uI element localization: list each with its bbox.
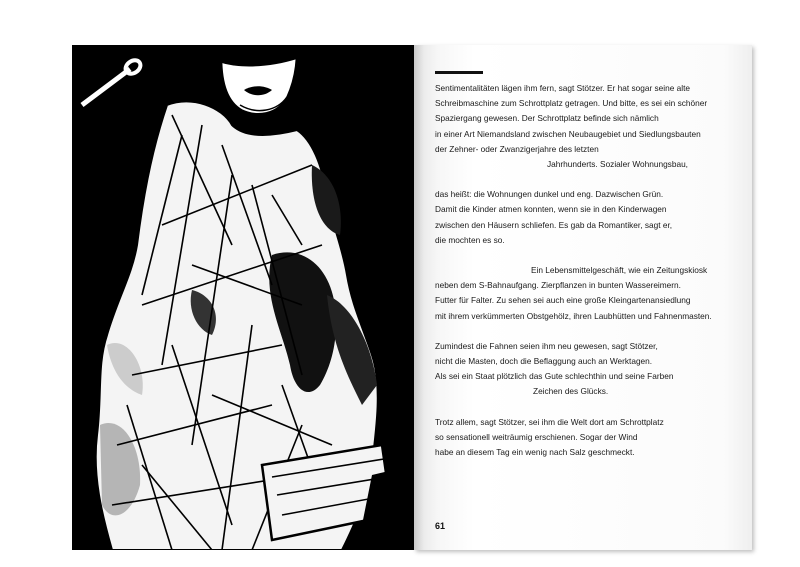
text-line: mit ihrem verkümmerten Obstgehölz, ihren Laubhütten und Fahnenmasten. <box>435 310 712 321</box>
text-line: zwischen den Häusern schliefen. Es gab da Romantiker, sagt er, <box>435 219 673 230</box>
text-line: so sensationell weiträumig erschienen. Sogar der Wind <box>435 431 638 442</box>
text-line: nicht die Masten, doch die Beflaggung auch an Werktagen. <box>435 356 653 367</box>
paragraph-5 <box>435 415 735 461</box>
text-line: Sentimentalitäten lägen ihm fern, sagt Stötzer. Er hat sogar seine alte <box>435 83 691 93</box>
text-line: die mochten es so. <box>435 234 505 245</box>
text-line: Spaziergang gewesen. Der Schrottplatz befinde sich nämlich <box>435 113 659 124</box>
text-line: Trotz allem, sagt Stötzer, sei ihm die Welt dort am Schrottplatz <box>435 416 664 427</box>
paragraph-2 <box>435 187 735 248</box>
right-page <box>414 45 752 550</box>
text-line: Zumindest die Fahnen seien ihm neu gewesen, sagt Stötzer, <box>435 340 658 351</box>
body-text <box>435 81 735 475</box>
paragraph-4 <box>435 339 735 400</box>
page-number: 61 <box>435 521 446 531</box>
left-page-illustration <box>72 45 414 550</box>
text-line: das heißt: die Wohnungen dunkel und eng. Dazwischen Grün. <box>435 189 664 200</box>
text-line: Schreibmaschine zum Schrottplatz getragen. Und bitte, es sei ein schöner <box>435 98 708 109</box>
text-line: Als sei ein Staat plötzlich das Gute schlechthin und seine Farben <box>435 371 674 382</box>
text-line: Zeichen des Glücks. <box>533 386 609 397</box>
open-book <box>72 45 752 550</box>
chapter-rule <box>435 71 483 74</box>
text-line: Ein Lebensmittelgeschäft, wie ein Zeitungskiosk <box>531 265 708 276</box>
text-line: der Zehner- oder Zwanzigerjahre des letzten <box>435 143 599 154</box>
paragraph-3 <box>435 263 735 324</box>
text-line: Jahrhunderts. Sozialer Wohnungsbau, <box>547 159 688 170</box>
text-line: in einer Art Niemandsland zwischen Neubaugebiet und Siedlungsbauten <box>435 128 701 139</box>
text-line: Futter für Falter. Zu sehen sei auch eine große Kleingartenansiedlung <box>435 295 691 306</box>
text-line: Damit die Kinder atmen konnten, wenn sie in den Kinderwagen <box>435 204 667 215</box>
ink-drawing-figure <box>72 45 414 550</box>
text-line: habe an diesem Tag ein wenig nach Salz geschmeckt. <box>435 447 635 458</box>
text-line: neben dem S-Bahnaufgang. Zierpflanzen in bunten Wassereimern. <box>435 280 681 291</box>
paragraph-1 <box>435 81 735 172</box>
